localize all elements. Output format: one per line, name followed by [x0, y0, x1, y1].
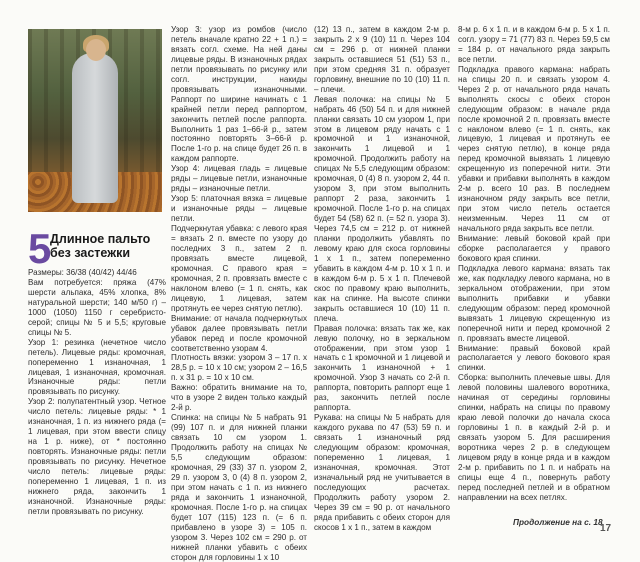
paragraph: Подкладка левого кармана: вязать так же, как подкладку левого кармана, но в зеркальном отображении, при этом выполнить прибавки и убавки следующим образом: перед кромочной вывязать 1 лицевую скрещенную из поперечной нити и перед кромочной 2 п. провязать вместе лицевой. — [458, 263, 610, 343]
paragraph: Спинка: на спицы № 5 набрать 91 (99) 107 п. и для нижней планки связать 10 см узором 1. Продолжить работу на спицах № 5,5 следующим образом: кромочная, 29 (33) 37 п. узором 2, 29 п. узором 3, 0 (4) 8 п. узором 2, при этом начать с 1 п. из нижнего ряда и закончить 1 изнаночной, кромочная. После 1-го р. на спицах будет 107 (115) 123 п. (= 6 п. прибавлено в узоре 3) = 105 п. узором 3. Через 102 см = 290 р. от нижней планки убавить с обеих сторон для горловины 1 х 10 — [171, 413, 307, 562]
title-line-2: без застежки — [50, 246, 131, 260]
continuation-note: Продолжение на с. 18 — [513, 517, 603, 527]
head — [86, 39, 106, 61]
paragraph: 8-м р. 6 х 1 п. и в каждом 6-м р. 5 х 1 п. согл. узору = 71 (77) 83 п. Через 59,5 см = 184 р. от начального ряда закрыть все петли. — [458, 25, 610, 64]
paragraph: Внимание: правый боковой край располагается у левого бокового края спинки. — [458, 343, 610, 373]
paragraph: Подчеркнутая убавка: с левого края = вязать 2 п. вместе по узору до последних 3 п., затем 2 п. провязать вместе лицевой, кромочная. С правого края = кромочная, 2 п. провязать вместе с наклоном влево (= 1 п. снять, как лицевую, 1 лицевая, затем протянуть ее через снятую петлю). — [171, 224, 307, 313]
paragraph: Правая полочка: вязать так же, как левую полочку, но в зеркальном отображении, при этом узор 1 начать с 1 кромочной и 1 лицевой и закончить 1 изнаночной + 1 кромочной. Узор 3 начать со 2-й п. раппорта, повторить раппорт еще 1 раз, закончить петлей после раппорта. — [314, 323, 450, 413]
paragraph: Внимание: от начала подчеркнутых убавок далее провязывать петли убавок перед и после кромочной соответственно узорам 4. — [171, 313, 307, 353]
paragraph: (12) 13 п., затем в каждом 2-м р. закрыть 2 х 9 (10) 11 п. Через 104 см = 296 р. от нижней планки закрыть оставшиеся 51 (51) 53 п., при этом средняя 31 п. образует горловину, внешние по 10 (10) 11 п. – плечи. — [314, 25, 450, 94]
paragraph: Плотность вязки: узором 3 – 17 п. х 28,5 р. = 10 х 10 см; узором 2 – 16,5 п. х 31 р. = 10 х 10 см. — [171, 353, 307, 383]
paragraph: Левая полочка: на спицы № 5 набрать 46 (50) 54 п. и для нижней планки связать 10 см узором 1, при этом в лицевом ряду начать с 1 кромочной и 1 изнаночной, закончить 1 лицевой и 1 кромочной. Продолжить работу на спицах № 5,5 следующим образом: кромочная, 0 (4) 8 п. узором 2, 44 п. узором 3, при этом выполнить раппорт 2 раза, закончить 1 кромочной. После 1-го р. на спицах будет 54 (58) 62 п. (= 52 п. узора 3). Через 74,5 см = 212 р. от нижней планки продолжить убавлять по левому краю для скоса горловины 1 х 1 п., затем попеременно убавить в каждом 4-м р. 10 х 1 п. и в каждом 6-м р. 5 х 1 п. Плечевой скос по правому краю выполнить, как на спинке. На высоте спинки закрыть оставшиеся 10 (10) 11 п. плеча. — [314, 94, 450, 323]
coat-photo — [28, 29, 162, 212]
text-column-2 — [171, 25, 307, 562]
paragraph: Рукава: на спицы № 5 набрать для каждого рукава по 47 (53) 59 п. и связать 1 изнаночный ряд следующим образом: кромочная, попеременно 1 лицевая, 1 изнаночная, кромочная. Этот изначальный ряд не учитывается в последующих расчетах. Продолжить работу узором 2. Через 39 см = 90 р. от начального ряда прибавить с обеих сторон для скосов 1 х 1 п., затем в каждом — [314, 413, 450, 532]
text-column-3 — [314, 25, 450, 532]
pattern-title — [50, 232, 150, 260]
paragraph: Узор 5: платочная вязка = лицевые и изнаночные ряды – лицевые петли. — [171, 194, 307, 224]
coat-figure — [72, 53, 118, 203]
paragraph: Важно: обратить внимание на то, что в узоре 2 виден только каждый 2-й р. — [171, 383, 307, 413]
text-column-1 — [28, 268, 166, 526]
paragraph: Подкладка правого кармана: набрать на спицы 20 п. и связать узором 4. Через 2 р. от начального ряда начать выполнять скосы с обеих сторон следующим образом: в начале ряда после кромочной 2 п. провязать вместе с наклоном влево (= 1 п. снять, как лицевую, 1 лицевая и протянуть ее через снятую петлю), в конце ряда перед кромочной вывязать 1 лицевую скрещенную из поперечной нити. Эти убавки и прибавки выполнять в каждом 2-м р. всего 10 раз. В последнем изнаночном ряду закрыть все петли, при этом число петель остается неизменным. Через 11 см от начального ряда закрыть все петли. — [458, 64, 610, 234]
page-number: 17 — [600, 523, 612, 534]
paragraph: Внимание: левый боковой край при сборке располагается у правого бокового края спинки. — [458, 234, 610, 263]
paragraph: Узор 1: резинка (нечетное число петель). Лицевые ряды: кромочная, попеременно 1 изнаночная, 1 лицевая, 1 изнаночная, кромочная. Изнаночные ряды: петли провязывать по рисунку. — [28, 337, 166, 397]
pattern-number: 5 — [28, 225, 52, 272]
paragraph: Узор 4: лицевая гладь = лицевые ряды – лицевые петли, изнаночные ряды – изнаночные петли. — [171, 164, 307, 194]
paragraph: Узор 2: полупатентный узор. Четное число петель: лицевые ряды: * 1 изнаночная, 1 п. из нижнего ряда (= 1 лицевая, при этом ввести спицу на 1 р. ниже), от * постоянно повторять. Изнаночные ряды: петли провязывать по рисунку. Нечетное число петель: лицевые ряды: попеременно 1 лицевая, 1 п. из нижнего ряда, закончить 1 изнаночной. Изнаночные ряды: петли провязывать по рисунку. — [28, 397, 166, 516]
text-column-4 — [458, 25, 610, 517]
paragraph: Сборка: выполнить плечевые швы. Для левой половины шалевого воротника, начиная от середины горловины спинки, набрать на спицы по правому краю левой полочки до начала скоса горловины 1 п. в каждый 2-й р. и связать узором 5. Для расширения воротника через 2 р. в следующем лицевом ряду в конце ряда и в каждом 2-м р. прибавить по 1 п. и набрать на спицы еще 4 п., повернуть работу перед последней петлей и в обратном направлении на всех петлях. — [458, 373, 610, 502]
paragraph: Узор 3: узор из ромбов (число петель вначале кратно 22 + 1 п.) = вязать согл. схеме. На ней даны лицевые ряды. В изнаночных рядах петли провязывать по рисунку или согл. инструкции, накиды провязывать изнаночными. Раппорт по ширине начинать с 1 крайней петли перед раппортом, закончить петлей после раппорта. Выполнить 1 раз 1–66-й р., затем постоянно повторять 3–66-й р. После 1-го р. на спице будет 26 п. в каждом раппорте. — [171, 25, 307, 164]
paragraph: Размеры: 36/38 (40/42) 44/46 — [28, 268, 137, 277]
title-line-1: Длинное пальто — [50, 232, 151, 246]
paragraph: Вам потребуется: пряжа (47% шерсти альпака, 45% хлопка, 8% натуральной шерсти; 140 м/50 г) – 1000 (1050) 1150 г серебристо-серой; спицы № 5 и 5,5; круговые спицы № 5. — [28, 277, 166, 337]
